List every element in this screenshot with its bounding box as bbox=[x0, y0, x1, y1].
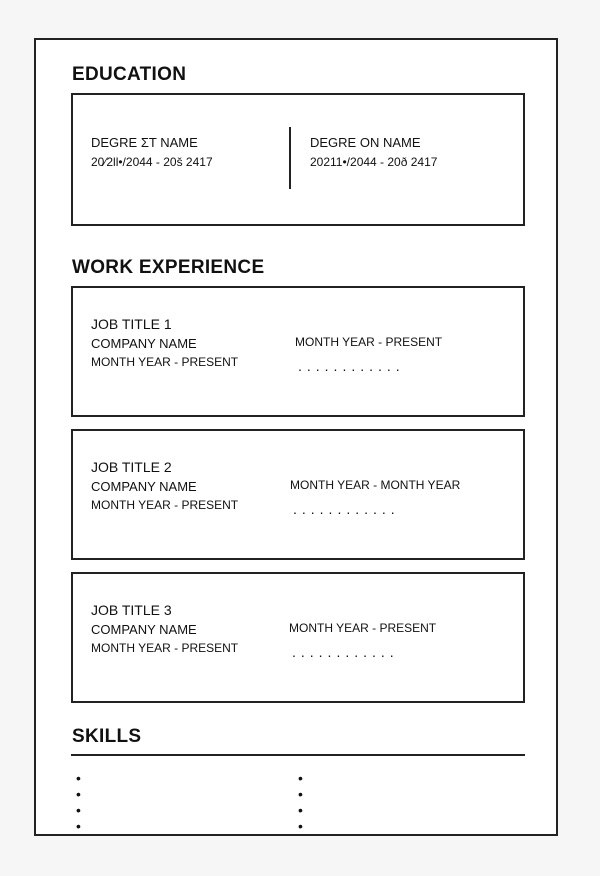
skill-bullet: • bbox=[76, 770, 81, 786]
job-period: MONTH YEAR - PRESENT bbox=[91, 498, 239, 512]
job-title: JOB TITLE 3 bbox=[91, 602, 172, 618]
dotted-placeholder: ............ bbox=[298, 358, 405, 374]
job-title: JOB TITLE 1 bbox=[91, 316, 172, 332]
company-name: COMPANY NAME bbox=[91, 336, 197, 351]
resume-page bbox=[34, 38, 558, 836]
degree-dates: 20⁄2ll•/2044 - 20š 2417 bbox=[91, 155, 213, 169]
skill-bullet: • bbox=[298, 818, 303, 834]
skills-bullet-list bbox=[298, 770, 308, 834]
skills-heading: SKILLS bbox=[72, 726, 142, 747]
skills-divider bbox=[71, 754, 525, 756]
job-side-info bbox=[289, 620, 436, 659]
company-name: COMPANY NAME bbox=[91, 622, 197, 637]
education-box bbox=[71, 93, 525, 226]
skill-bullet: • bbox=[76, 786, 81, 802]
job-side-period: MONTH YEAR - PRESENT bbox=[295, 335, 443, 349]
skill-bullet: • bbox=[298, 802, 303, 818]
job-details bbox=[91, 315, 238, 370]
job-title: JOB TITLE 2 bbox=[91, 459, 172, 475]
job-box bbox=[71, 429, 525, 560]
job-period: MONTH YEAR - PRESENT bbox=[91, 641, 239, 655]
skill-bullet: • bbox=[298, 770, 303, 786]
degree-name: DEGRE ON NAME bbox=[310, 135, 421, 150]
dotted-placeholder: ............ bbox=[293, 501, 400, 517]
job-box bbox=[71, 286, 525, 417]
job-period: MONTH YEAR - PRESENT bbox=[91, 355, 239, 369]
company-name: COMPANY NAME bbox=[91, 479, 197, 494]
degree-dates: 20211•/2044 - 20ð 2417 bbox=[310, 155, 438, 169]
education-heading: EDUCATION bbox=[72, 64, 187, 85]
work-experience-heading: WORK EXPERIENCE bbox=[72, 257, 265, 278]
job-details bbox=[91, 601, 238, 656]
education-entry bbox=[310, 135, 437, 170]
education-entry bbox=[91, 135, 213, 170]
skills-bullet-list bbox=[76, 770, 86, 834]
skill-bullet: • bbox=[76, 802, 81, 818]
skill-bullet: • bbox=[298, 786, 303, 802]
job-side-period: MONTH YEAR - MONTH YEAR bbox=[290, 478, 461, 492]
job-side-info bbox=[295, 334, 442, 373]
job-side-info bbox=[290, 477, 460, 516]
degree-name: DEGRE ΣT NAME bbox=[91, 135, 198, 150]
skill-bullet: • bbox=[76, 818, 81, 834]
job-details bbox=[91, 458, 238, 513]
dotted-placeholder: ............ bbox=[292, 644, 399, 660]
education-divider bbox=[289, 127, 291, 189]
job-side-period: MONTH YEAR - PRESENT bbox=[289, 621, 437, 635]
job-box bbox=[71, 572, 525, 703]
